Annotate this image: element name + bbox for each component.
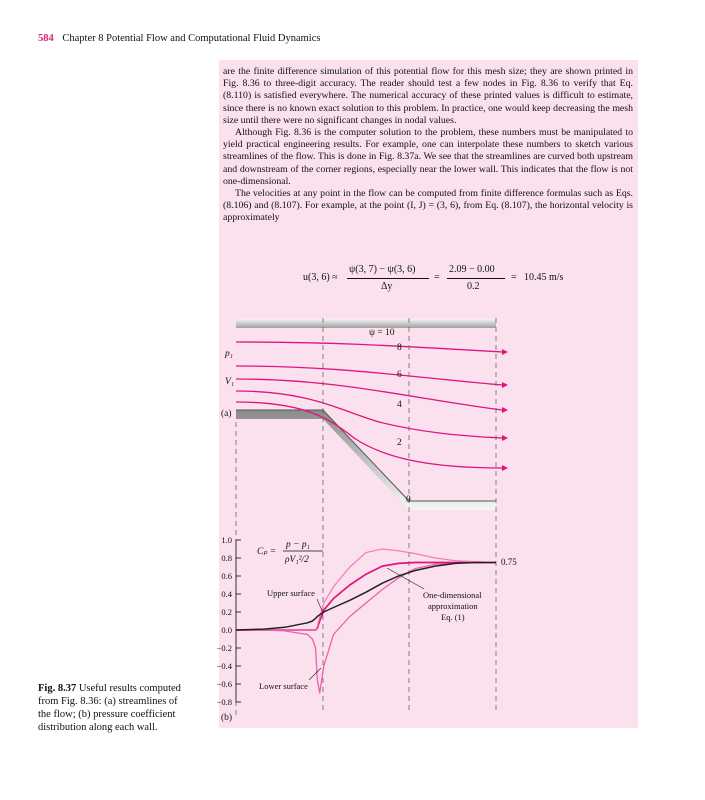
psi-8-label: 8 xyxy=(397,343,402,353)
lower-wall xyxy=(236,410,496,510)
cp-numerator: p − p₁ xyxy=(286,540,310,550)
paragraph-3: The velocities at any point in the flow can be computed from finite difference formulas such as Eqs. (8.106) and (8.107). For example, at the point (I, J) = (3, 6), from Eq. (8.107), the horizontal velocity is approximately xyxy=(223,188,633,224)
body-text xyxy=(223,66,633,225)
psi-2-label: 2 xyxy=(397,438,402,448)
eq-equals-2: = xyxy=(511,272,517,283)
eq-numerator-1: ψ(3, 7) − ψ(3, 6) xyxy=(349,264,416,275)
y-tick-label: −0.8 xyxy=(216,697,232,707)
v1-label: V₁ xyxy=(225,377,235,387)
streamline-psi-4 xyxy=(236,379,502,410)
psi-6-label: 6 xyxy=(397,370,402,380)
eq-lhs: u(3, 6) ≈ xyxy=(303,272,338,283)
y-tick-label: −0.4 xyxy=(216,661,232,671)
arrow-head xyxy=(502,407,508,413)
panel-b-label: (b) xyxy=(221,713,233,723)
lower-surface-label: Lower surface xyxy=(259,681,308,691)
arrow-head xyxy=(502,435,508,441)
upper-wall xyxy=(236,319,496,328)
paragraph-1: are the finite difference simulation of this potential flow for this mesh size; they are shown printed in Fig. 8.36 to three-digit accuracy. The reader should test a few nodes in Fig. 8.36 to verify that Eq. (8.110) is satisfied everywhere. The numerical accuracy of these printed values is difficult to estimate, since there is no known exact solution to this problem. In practice, one would keep decreasing the mesh size until there were no significant changes in nodal values. xyxy=(223,66,633,126)
psi-4-label: 4 xyxy=(397,400,402,410)
arrow-head xyxy=(502,349,508,355)
paragraph-2: Although Fig. 8.36 is the computer solution to the problem, these numbers must be manipulated to yield practical engineering results. For example, one can interpolate these numbers to sketch various streamlines of the flow. This is done in Fig. 8.37a. We see that the streamlines are curved both upstream and downstream of the corner regions, especially near the lower wall. This indicates that the flow is not one-dimensional. xyxy=(223,127,633,187)
arrow-head xyxy=(502,382,508,388)
eq-equals-1: = xyxy=(434,272,440,283)
eq-fraction-bar-1 xyxy=(347,278,429,279)
eq-fraction-bar-2 xyxy=(447,278,505,279)
figure-caption xyxy=(38,682,188,734)
caption-label: Fig. 8.37 xyxy=(38,683,77,694)
streamline-psi-6 xyxy=(236,366,502,385)
running-head xyxy=(38,33,320,44)
lower-surface-leader xyxy=(309,668,321,680)
streamline-psi-8 xyxy=(236,342,502,352)
page-number: 584 xyxy=(38,33,54,44)
y-tick-label: 0.0 xyxy=(221,625,232,635)
eq-denominator-2: 0.2 xyxy=(467,281,480,292)
y-tick-label: −0.2 xyxy=(216,643,232,653)
figure-8-37 xyxy=(216,318,638,728)
y-tick-label: 0.6 xyxy=(221,571,232,581)
psi-10-label: ψ = 10 xyxy=(369,328,395,338)
one-dim-label-line-1: One-dimensional xyxy=(423,590,482,600)
eq-result: 10.45 m/s xyxy=(524,272,564,283)
one-dim-label-line-3: Eq. (1) xyxy=(441,612,465,622)
cp-denominator: ρV₁²/2 xyxy=(285,555,309,565)
y-tick-label: 1.0 xyxy=(221,535,232,545)
velocity-equation xyxy=(219,262,638,296)
psi-0-label: 0 xyxy=(406,495,411,505)
eq-denominator-1: Δy xyxy=(381,281,393,292)
upper-surface-leader xyxy=(317,599,323,613)
caption-text: Useful results computed from Fig. 8.36: (a) streamlines of the flow; (b) pressure coefficient distribution along each wall. xyxy=(38,683,181,733)
y-tick-label: 0.4 xyxy=(221,589,232,599)
eq-numerator-2: 2.09 − 0.00 xyxy=(449,264,495,275)
y-tick-label: 0.8 xyxy=(221,553,232,563)
one-dim-label-line-2: approximation xyxy=(428,601,478,611)
lower-wall-edge xyxy=(236,410,496,501)
cp-lhs: Cₚ = xyxy=(257,547,277,557)
y-tick-label: −0.6 xyxy=(216,679,232,689)
arrow-head xyxy=(502,465,508,471)
upper-surface-label: Upper surface xyxy=(267,588,315,598)
y-tick-label: 0.2 xyxy=(221,607,232,617)
p1-label: p₁ xyxy=(225,349,234,359)
chapter-title: Chapter 8 Potential Flow and Computational Fluid Dynamics xyxy=(62,33,321,44)
panel-a-label: (a) xyxy=(221,409,232,419)
limit-value-label: 0.75 xyxy=(501,557,517,567)
